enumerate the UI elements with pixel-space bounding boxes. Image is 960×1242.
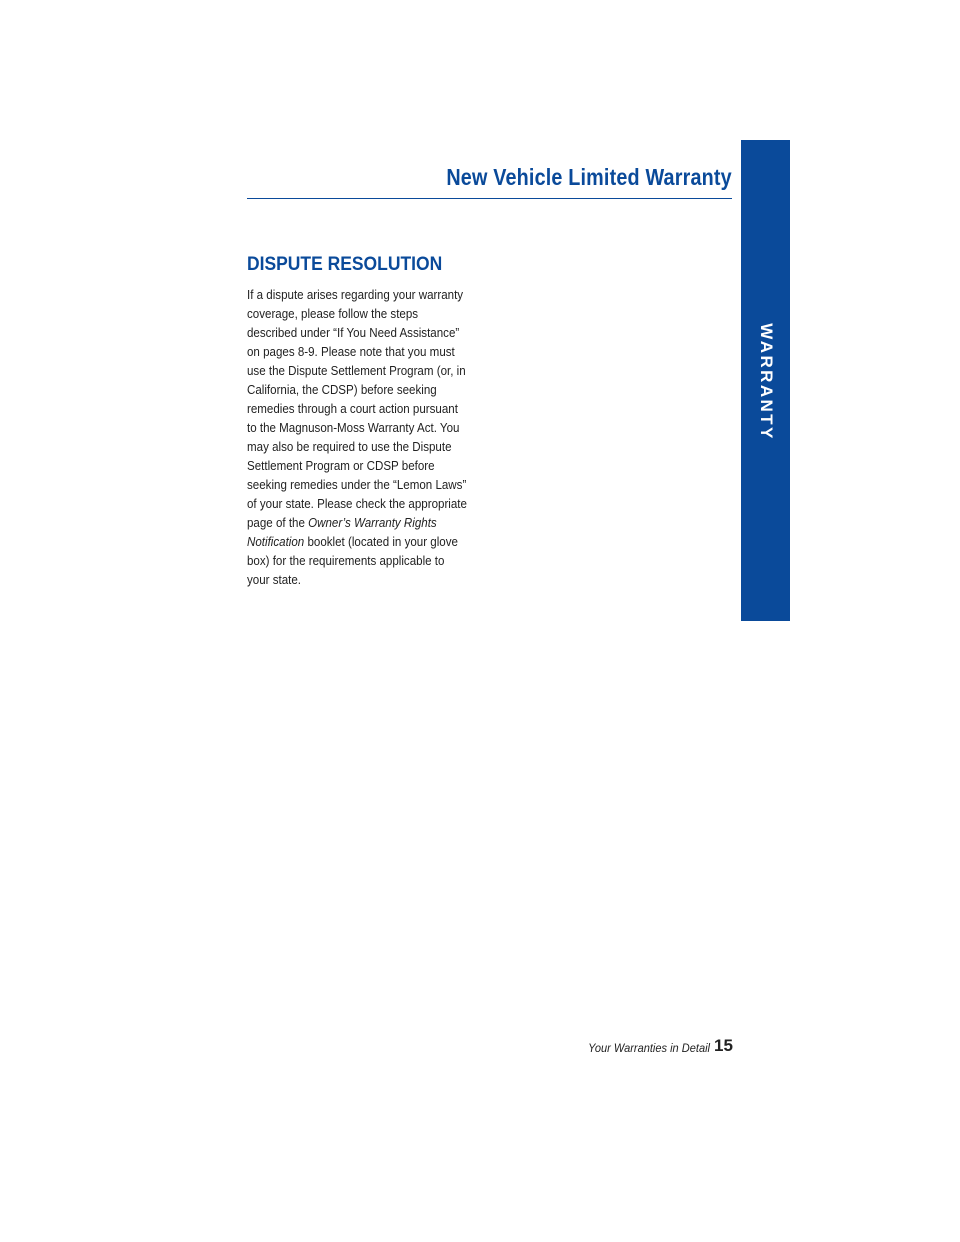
body-line: If a dispute arises regarding your warranty [247, 287, 464, 302]
body-line: California, the CDSP) before seeking [247, 382, 437, 397]
body-line [247, 513, 487, 532]
body-line-text: booklet (located in your glove [304, 534, 458, 549]
body-line [247, 532, 487, 551]
booklet-title-part1: Owner’s Warranty Rights [308, 515, 437, 530]
body-line: coverage, please follow the steps [247, 306, 419, 321]
body-line: your state. [247, 572, 302, 587]
section-heading: DISPUTE RESOLUTION [247, 254, 443, 275]
section-side-tab [741, 140, 790, 621]
page-title: New Vehicle Limited Warranty [446, 164, 732, 190]
body-line: to the Magnuson-Moss Warranty Act. You [247, 420, 460, 435]
footer-section-label: Your Warranties in Detail [588, 1041, 710, 1055]
body-line: of your state. Please check the appropriate [247, 496, 467, 511]
body-line-text: page of the [247, 515, 309, 530]
body-line: box) for the requirements applicable to [247, 553, 445, 568]
body-line: seeking remedies under the “Lemon Laws” [247, 477, 467, 492]
page-number: 15 [714, 1036, 733, 1055]
body-line: described under “If You Need Assistance” [247, 325, 460, 340]
body-line: on pages 8-9. Please note that you must [247, 344, 455, 359]
side-tab-label: WARRANTY [756, 323, 776, 441]
body-line: Settlement Program or CDSP before [247, 458, 435, 473]
body-line: use the Dispute Settlement Program (or, in [247, 363, 466, 378]
body-line: remedies through a court action pursuant [247, 401, 458, 416]
header-divider [247, 198, 732, 199]
body-paragraph [247, 285, 487, 589]
body-line: may also be required to use the Dispute [247, 439, 452, 454]
booklet-title-part2: Notification [247, 534, 305, 549]
